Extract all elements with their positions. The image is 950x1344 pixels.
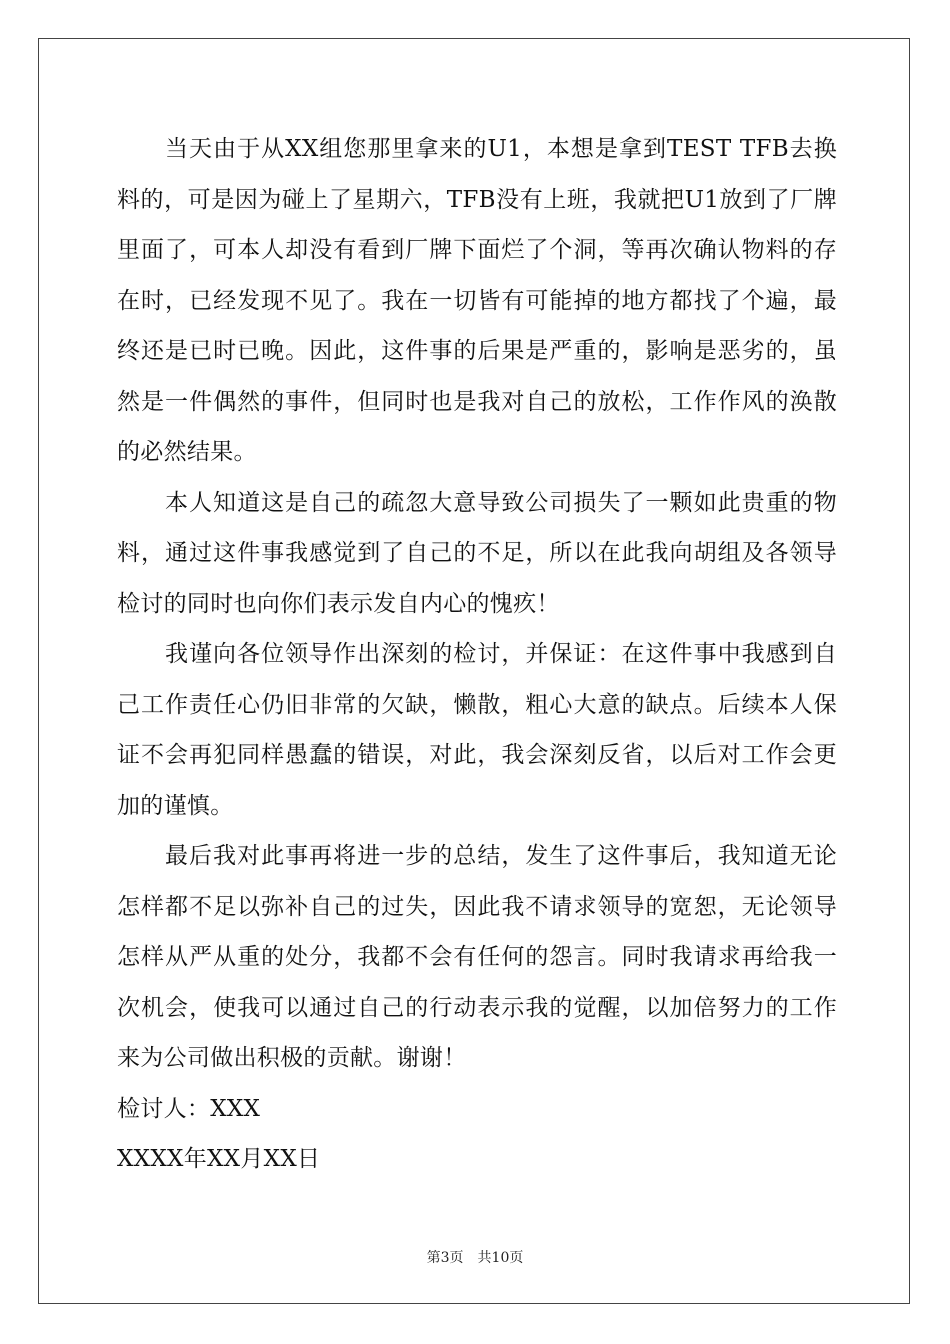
date-line: XXXX年XX月XX日 — [117, 1146, 321, 1172]
page-footer — [0, 1247, 950, 1267]
paragraph-2: 本人知道这是自己的疏忽大意导致公司损失了一颗如此贵重的物料，通过这件事我感觉到了自己的不足，所以在此我向胡组及各领导检讨的同时也向你们表示发自内心的愧疚！ — [117, 489, 837, 617]
paragraph-1: 当天由于从XX组您那里拿来的U1，本想是拿到TEST TFB去换料的，可是因为碰上了星期六，TFB没有上班，我就把U1放到了厂牌里面了，可本人却没有看到厂牌下面烂了个洞，等再次确认物料的存在时，已经发现不见了。我在一切皆有可能掉的地方都找了个遍，最终还是已时已晚。因此，这件事的后果是严重的，影响是恶劣的，虽然是一件偶然的事件，但同时也是我对自己的放松，工作作风的涣散的必然结果。 — [117, 136, 837, 465]
paragraph-4: 最后我对此事再将进一步的总结，发生了这件事后，我知道无论怎样都不足以弥补自己的过失，因此我不请求领导的宽恕，无论领导怎样从严从重的处分，我都不会有任何的怨言。同时我请求再给我一次机会，使我可以通过自己的行动表示我的觉醒，以加倍努力的工作来为公司做出积极的贡献。谢谢！ — [117, 843, 837, 1071]
page-total: 共10页 — [477, 1250, 524, 1266]
signature-line: 检讨人：XXX — [117, 1095, 261, 1122]
document-body — [117, 124, 837, 1185]
page-number: 第3页 — [426, 1250, 464, 1266]
paragraph-3: 我谨向各位领导作出深刻的检讨，并保证：在这件事中我感到自己工作责任心仍旧非常的欠缺，懒散，粗心大意的缺点。后续本人保证不会再犯同样愚蠢的错误，对此，我会深刻反省，以后对工作会更加的谨慎。 — [117, 641, 837, 819]
